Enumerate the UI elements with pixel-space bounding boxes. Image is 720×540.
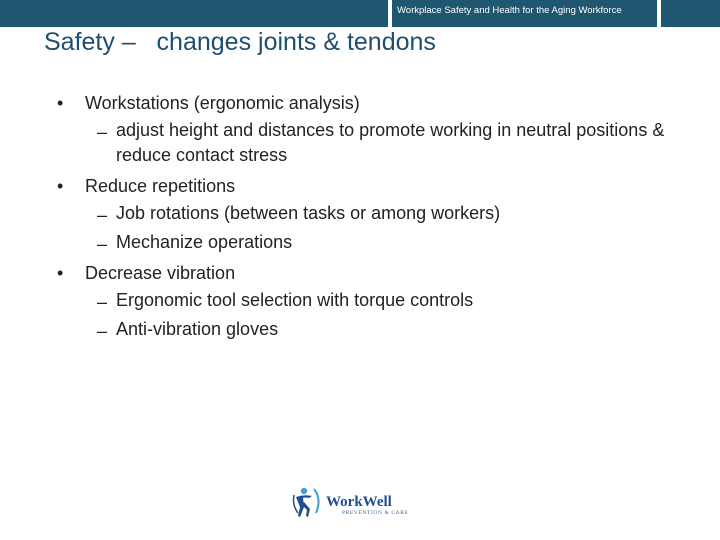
slide-title: Safety – changes joints & tendons bbox=[44, 28, 436, 56]
bullet-item bbox=[0, 89, 720, 118]
bullet-marker: • bbox=[57, 263, 64, 283]
sub-bullet-marker: – bbox=[97, 122, 108, 142]
sub-bullet-text: Anti-vibration gloves bbox=[116, 319, 279, 339]
person-figure-icon bbox=[294, 488, 319, 517]
sub-bullet-marker: – bbox=[97, 292, 108, 312]
sub-bullet-item bbox=[0, 288, 720, 317]
sub-bullet-marker: – bbox=[97, 321, 108, 341]
header-divider bbox=[388, 0, 392, 27]
bullet-text: Workstations (ergonomic analysis) bbox=[85, 93, 360, 113]
sub-bullet-item bbox=[0, 118, 720, 172]
sub-bullet-marker: – bbox=[97, 205, 108, 225]
sub-bullet-text: adjust height and distances to promote working in neutral positions & reduce contact stress bbox=[116, 120, 665, 165]
logo-tagline: PREVENTION & CARE bbox=[342, 510, 409, 516]
sub-bullet-text: Job rotations (between tasks or among workers) bbox=[116, 203, 501, 223]
bullet-text: Reduce repetitions bbox=[85, 176, 236, 196]
header-divider bbox=[657, 0, 661, 27]
logo-wordmark: WorkWell bbox=[326, 494, 392, 510]
sub-bullet-item bbox=[0, 201, 720, 230]
bullet-item bbox=[0, 172, 720, 201]
sub-bullet-item bbox=[0, 317, 720, 346]
slide-content bbox=[0, 89, 720, 346]
bullet-marker: • bbox=[57, 176, 64, 196]
workwell-logo-graphic bbox=[292, 485, 422, 519]
sub-bullet-marker: – bbox=[97, 234, 108, 254]
bullet-item bbox=[0, 259, 720, 288]
sub-bullet-text: Mechanize operations bbox=[116, 232, 293, 252]
bullet-text: Decrease vibration bbox=[85, 263, 236, 283]
sub-bullet-item bbox=[0, 230, 720, 259]
header-title: Workplace Safety and Health for the Aging Workforce bbox=[397, 5, 622, 16]
bullet-marker: • bbox=[57, 93, 64, 113]
sub-bullet-text: Ergonomic tool selection with torque controls bbox=[116, 290, 474, 310]
workwell-logo bbox=[292, 485, 422, 519]
header-bar bbox=[0, 0, 720, 27]
